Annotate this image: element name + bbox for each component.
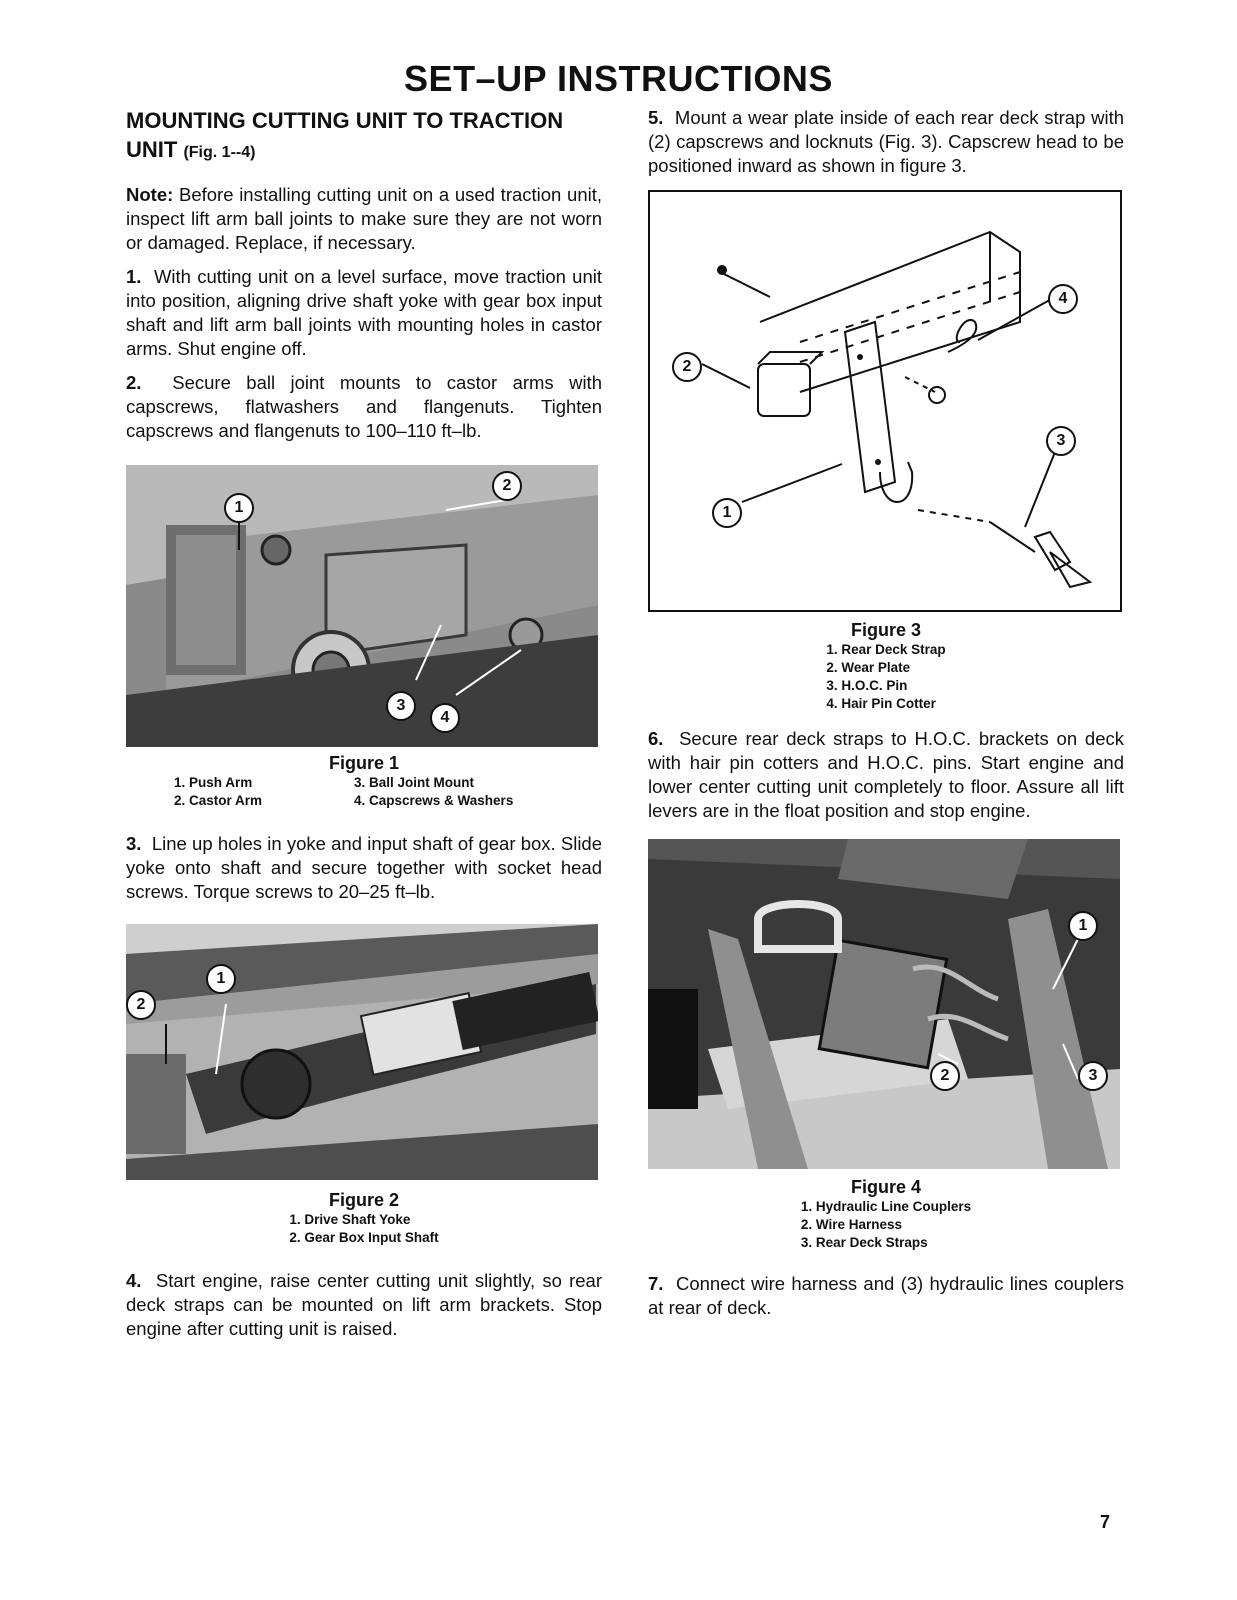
legend-item: 2. Gear Box Input Shaft <box>289 1230 439 1245</box>
page-number: 7 <box>1100 1512 1111 1532</box>
callout-2: 2 <box>672 352 702 382</box>
callout-4: 4 <box>1048 284 1078 314</box>
callout-4: 4 <box>430 703 460 733</box>
step-5 <box>648 106 1124 178</box>
step-text: Mount a wear plate inside of each rear deck strap with (2) capscrews and locknuts (Fig. 3). Capscrew head to be positioned inward as shown in figure 3. <box>648 107 1124 176</box>
step-number: 4. <box>126 1270 142 1291</box>
section-heading-ref: (Fig. 1--4) <box>183 144 256 161</box>
figure-3-title: Figure 3 <box>850 620 921 640</box>
legend-item: 3. Rear Deck Straps <box>800 1235 928 1250</box>
callout-1: 1 <box>206 964 236 994</box>
step-number: 7. <box>648 1273 664 1294</box>
callout-3: 3 <box>386 691 416 721</box>
note-label: Note: <box>126 184 174 205</box>
legend-item: 2. Castor Arm <box>174 793 263 808</box>
note-text: Before installing cutting unit on a used traction unit, inspect lift arm ball joints to make sure they are not worn or damaged. Replace, if necessary. <box>126 184 603 253</box>
figure-4-legend <box>648 1198 1124 1252</box>
step-3 <box>126 832 602 904</box>
legend-item: 3. Ball Joint Mount <box>354 775 474 790</box>
legend-item: 1. Drive Shaft Yoke <box>289 1212 411 1227</box>
right-column <box>648 106 1124 1330</box>
callout-2: 2 <box>126 990 156 1020</box>
step-text: Secure rear deck straps to H.O.C. brackets on deck with hair pin cotters and H.O.C. pins. Start engine and lower center cutting unit completely to floor. Assure all lift levers are in the float position and stop engine. <box>648 728 1125 821</box>
step-6 <box>648 727 1124 823</box>
step-number: 3. <box>126 833 142 854</box>
step-text: With cutting unit on a level surface, move traction unit into position, aligning drive shaft yoke with gear box input shaft and lift arm ball joints with mounting holes in castor arms. Shut engine off. <box>126 266 602 359</box>
figure-1-title: Figure 1 <box>328 753 399 773</box>
callout-1: 1 <box>224 493 254 523</box>
callout-3: 3 <box>1046 426 1076 456</box>
step-2 <box>126 371 602 443</box>
note-paragraph <box>126 183 602 255</box>
figure-4-caption <box>648 1177 1124 1252</box>
step-text: Line up holes in yoke and input shaft of gear box. Slide yoke onto shaft and secure together with socket head screws. Torque screws to 20–25 ft–lb. <box>126 833 603 902</box>
step-text: Secure ball joint mounts to castor arms with capscrews, flatwashers and flangenuts. Tighten capscrews and flangenuts to 100–110 ft–lb. <box>126 372 602 441</box>
figure-1-photo <box>126 465 598 747</box>
figure-1-legend <box>126 774 602 810</box>
figure-2-caption <box>126 1190 602 1247</box>
legend-item: 2. Wear Plate <box>826 660 911 675</box>
figure-4-title: Figure 4 <box>850 1177 921 1197</box>
step-7 <box>648 1272 1124 1320</box>
figure-3-caption <box>648 620 1124 713</box>
legend-item: 1. Push Arm <box>174 775 253 790</box>
step-4 <box>126 1269 602 1341</box>
step-number: 1. <box>126 266 142 287</box>
callout-3: 3 <box>1078 1061 1108 1091</box>
figure-3-diagram <box>648 190 1122 612</box>
step-text: Start engine, raise center cutting unit slightly, so rear deck straps can be mounted on lift arm brackets. Stop engine after cutting unit is raised. <box>126 1270 603 1339</box>
callout-2: 2 <box>930 1061 960 1091</box>
legend-item: 4. Hair Pin Cotter <box>826 696 936 711</box>
figure-2-photo <box>126 924 598 1180</box>
callout-1: 1 <box>712 498 742 528</box>
step-number: 2. <box>126 372 142 393</box>
step-number: 5. <box>648 107 664 128</box>
legend-item: 4. Capscrews & Washers <box>354 793 514 808</box>
figure-2-legend <box>126 1211 602 1247</box>
section-heading-main: MOUNTING CUTTING UNIT TO TRACTION UNIT <box>126 108 564 162</box>
section-heading <box>126 106 602 167</box>
left-column <box>126 106 602 1351</box>
legend-item: 3. H.O.C. Pin <box>826 678 908 693</box>
figure-4-photo <box>648 839 1120 1169</box>
legend-item: 1. Hydraulic Line Couplers <box>800 1199 972 1214</box>
figure-1-caption <box>126 753 602 810</box>
legend-item: 1. Rear Deck Strap <box>826 642 946 657</box>
figure-2-title: Figure 2 <box>328 1190 399 1210</box>
legend-item: 2. Wire Harness <box>800 1217 903 1232</box>
figure-3-legend <box>648 641 1124 713</box>
step-number: 6. <box>648 728 664 749</box>
callout-2: 2 <box>492 471 522 501</box>
step-1 <box>126 265 602 361</box>
step-text: Connect wire harness and (3) hydraulic lines couplers at rear of deck. <box>648 1273 1125 1318</box>
page-title: SET–UP INSTRUCTIONS <box>404 58 833 99</box>
callout-1: 1 <box>1068 911 1098 941</box>
